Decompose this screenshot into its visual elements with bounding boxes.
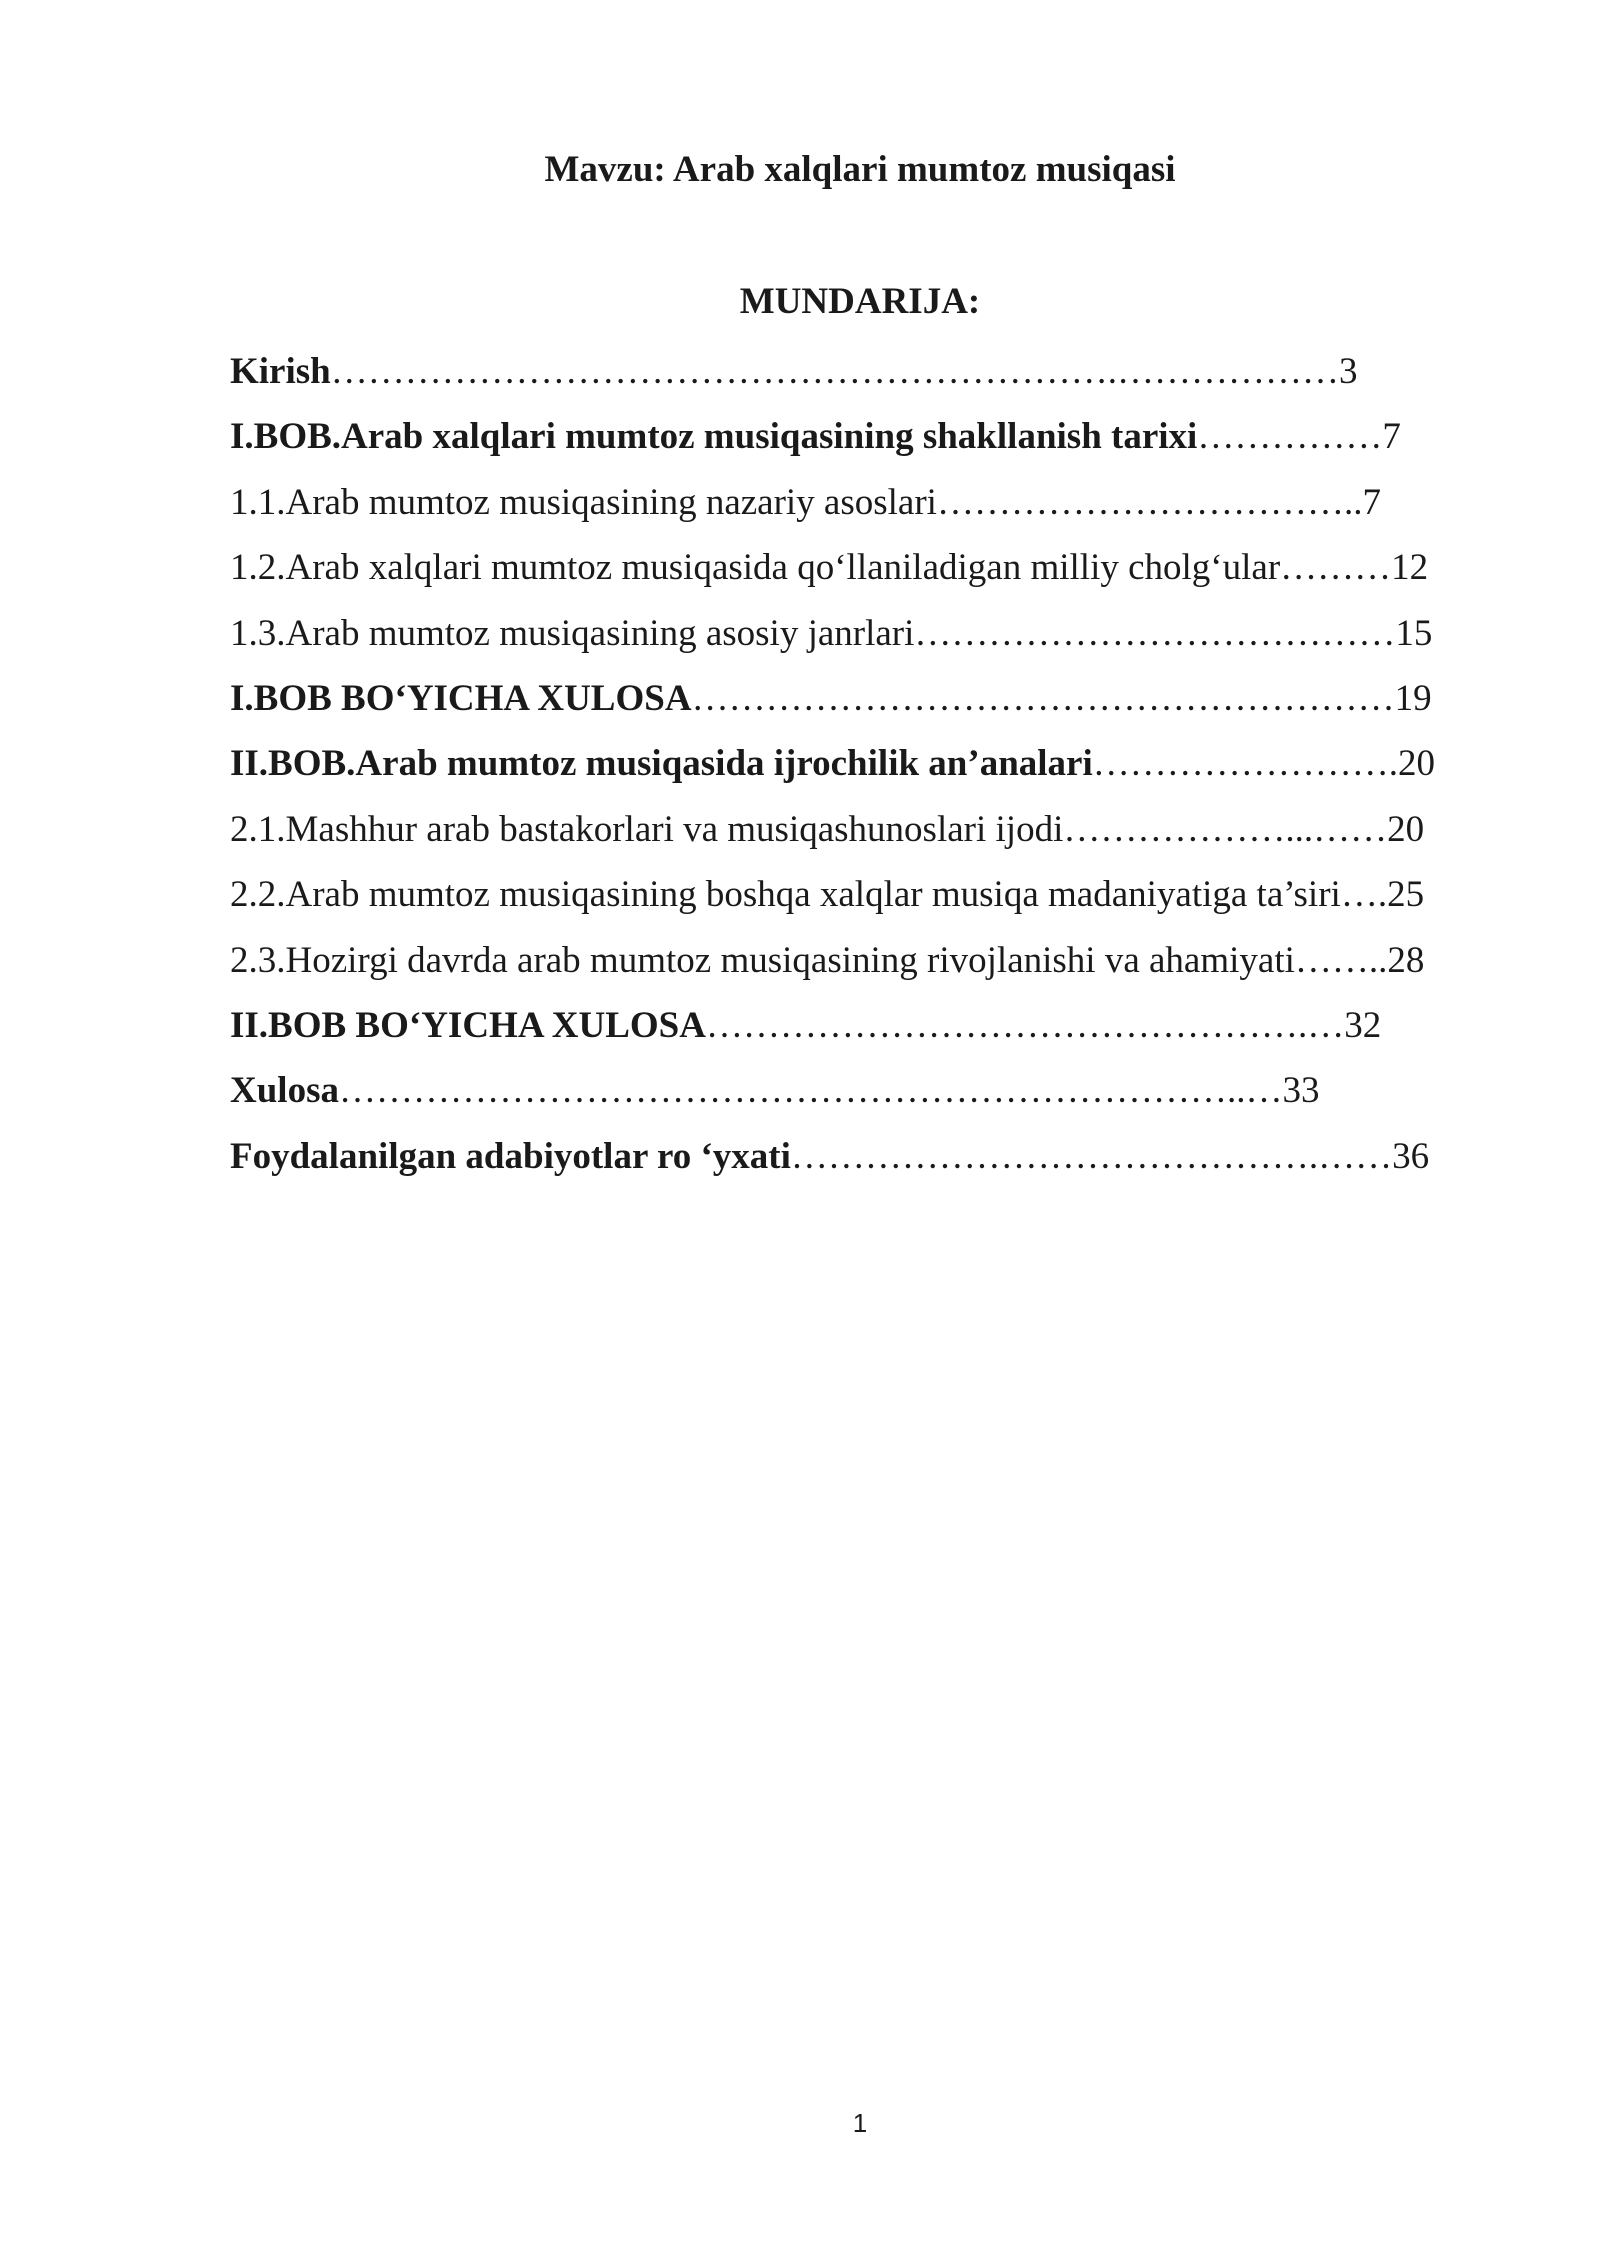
toc-entry[interactable] [230, 933, 1460, 998]
toc-entry-page-number: 12 [1391, 547, 1429, 589]
topic-title: Mavzu: Arab xalqlari mumtoz musiqasi [544, 149, 1176, 190]
toc-entry-page-number: 28 [1387, 939, 1425, 981]
toc-entry-leader: ………………………………………………… [691, 677, 1395, 719]
toc-entry-title: 1.1.Arab mumtoz musiqasining nazariy asoslari [230, 481, 937, 523]
toc-entry-title: 2.2.Arab mumtoz musiqasining boshqa xalqlar musiqa madaniyatiga ta’siri [230, 874, 1341, 916]
toc-entry-leader: …….. [1294, 939, 1388, 981]
toc-entry-title: 1.2.Arab xalqlari mumtoz musiqasida qo‘llaniladigan milliy cholg‘ular [230, 547, 1281, 589]
toc-entry[interactable] [230, 409, 1460, 474]
toc-entry[interactable] [230, 867, 1460, 932]
toc-entry-leader: …………… [1197, 416, 1383, 458]
toc-entry-leader: ……… [1280, 547, 1392, 589]
toc-heading: MUNDARIJA: [739, 281, 981, 322]
toc-entry-title: 1.3.Arab mumtoz musiqasining asosiy janrlari [230, 612, 915, 654]
toc-entry[interactable] [230, 475, 1460, 540]
toc-entry[interactable] [230, 998, 1460, 1063]
toc-entry-page-number: 33 [1282, 1070, 1320, 1112]
toc-entry-title: Kirish [230, 351, 331, 392]
toc-entry[interactable] [230, 1129, 1460, 1194]
toc-entry-page-number: 19 [1394, 677, 1432, 719]
toc-entry-page-number: 36 [1392, 1135, 1430, 1177]
toc-entry-page-number: 7 [1362, 481, 1381, 523]
toc-entry[interactable] [230, 802, 1460, 867]
toc-entry-title: Foydalanilgan adabiyotlar ro ‘yxati [230, 1135, 791, 1177]
toc-entry-page-number: 32 [1344, 1004, 1382, 1046]
table-of-contents [230, 344, 1460, 1194]
toc-entry-page-number: 25 [1387, 874, 1425, 916]
toc-entry-title: II.BOB.Arab mumtoz musiqasida ijrochilik an’analari [230, 743, 1093, 785]
toc-entry-page-number: 15 [1395, 612, 1433, 654]
toc-entry[interactable] [230, 606, 1460, 671]
toc-entry-page-number: 20 [1398, 743, 1436, 785]
toc-entry-title: I.BOB BO‘YICHA XULOSA [230, 677, 692, 719]
toc-entry-title: Xulosa [230, 1070, 339, 1112]
toc-entry-leader: ………………………………………………………………..… [338, 1070, 1283, 1112]
toc-entry-title: I.BOB.Arab xalqlari mumtoz musiqasining shakllanish tarixi [230, 416, 1198, 458]
toc-entry-title: 2.1.Mashhur arab bastakorlari va musiqashunoslari ijodi [230, 808, 1064, 850]
toc-entry[interactable] [230, 671, 1460, 736]
toc-entry[interactable] [230, 540, 1460, 605]
toc-entry-leader: ………………………………… [914, 612, 1396, 654]
toc-entry-leader: …………………………………….…… [790, 1135, 1393, 1177]
toc-entry[interactable] [230, 1063, 1460, 1128]
page-number: 1 [852, 2108, 868, 2138]
toc-entry-title: II.BOB BO‘YICHA XULOSA [230, 1004, 706, 1046]
toc-entry-leader: ……………………………………………………….……………… [330, 351, 1339, 392]
toc-entry-page-number: 20 [1387, 808, 1425, 850]
toc-entry-page-number: 7 [1382, 416, 1401, 458]
toc-entry-leader: …. [1340, 874, 1388, 916]
toc-entry[interactable] [230, 344, 1460, 409]
toc-entry-leader: …………………………….. [936, 481, 1363, 523]
toc-entry-leader: ……………………. [1092, 743, 1399, 785]
toc-entry-leader: ………………………………………….… [705, 1004, 1345, 1046]
toc-entry[interactable] [230, 736, 1460, 801]
toc-entry-leader: ………………...…… [1063, 808, 1388, 850]
toc-entry-title: 2.3.Hozirgi davrda arab mumtoz musiqasining rivojlanishi va ahamiyati [230, 939, 1295, 981]
toc-entry-page-number: 3 [1339, 351, 1358, 392]
